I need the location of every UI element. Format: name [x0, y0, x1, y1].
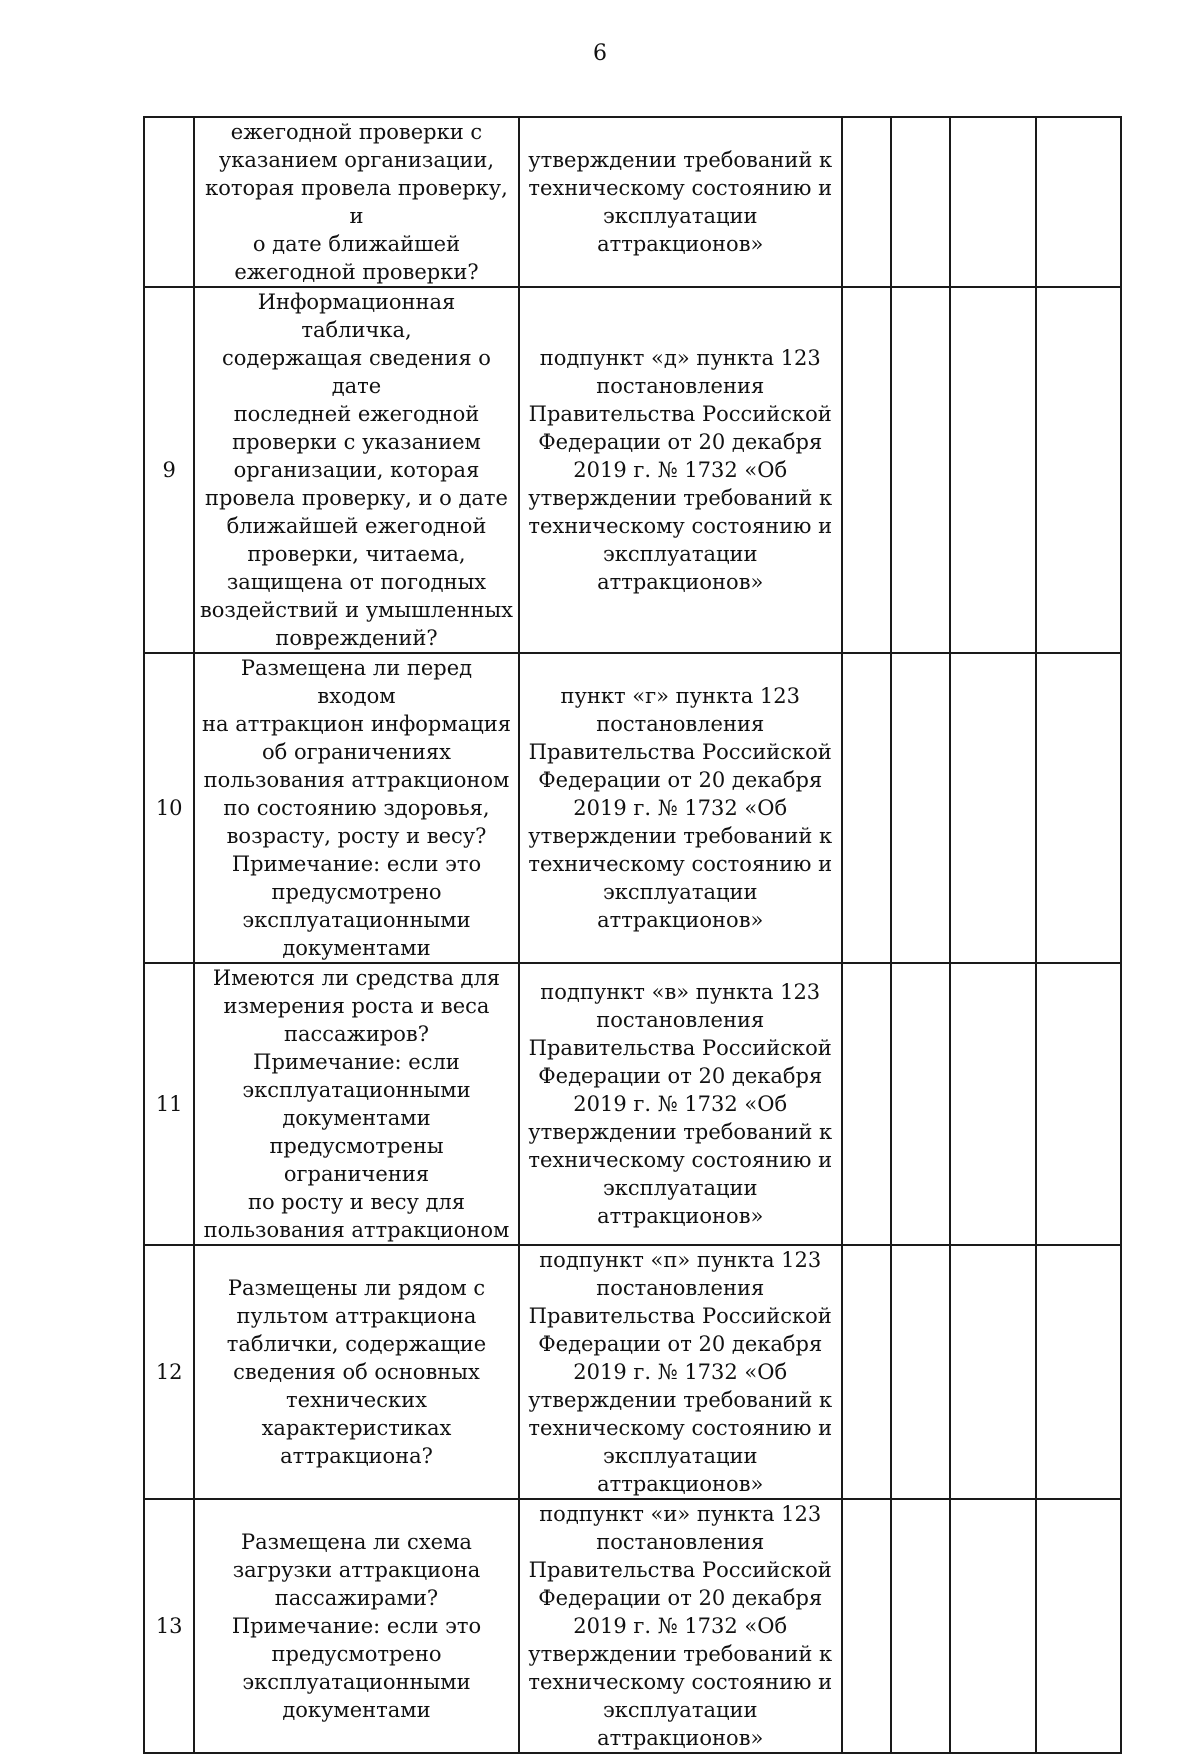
table-row — [144, 117, 1121, 287]
requirement-cell: подпункт «д» пункта 123 постановления Правительства Российской Федерации от 20 декабря 2019 г. № 1732 «Об утверждении требований к техническому состоянию и эксплуатации аттракционов» — [519, 287, 842, 653]
row-number-cell: 11 — [144, 963, 194, 1245]
answer-cell-note[interactable] — [1036, 287, 1121, 653]
answer-cell-yes[interactable] — [842, 1499, 891, 1753]
row-number-cell: 9 — [144, 287, 194, 653]
question-cell: Имеются ли средства для измерения роста и веса пассажиров? Примечание: если эксплуатационными документами предусмотрены ограничения по росту и весу для пользования аттракционом — [194, 963, 518, 1245]
row-number-cell: 10 — [144, 653, 194, 963]
table-row — [144, 1245, 1121, 1499]
question-cell: Размещена ли схема загрузки аттракциона пассажирами? Примечание: если это предусмотрено эксплуатационными документами — [194, 1499, 518, 1753]
question-cell: Информационная табличка, содержащая сведения о дате последней ежегодной проверки с указанием организации, которая провела проверку, и о дате ближайшей ежегодной проверки, читаема, защищена от погодных воздействий и умышленных повреждений? — [194, 287, 518, 653]
row-number-cell — [144, 117, 194, 287]
table-row — [144, 653, 1121, 963]
answer-cell-no[interactable] — [891, 1499, 950, 1753]
answer-cell-note[interactable] — [1036, 653, 1121, 963]
row-number-cell: 13 — [144, 1499, 194, 1753]
answer-cell-no[interactable] — [891, 963, 950, 1245]
answer-cell-yes[interactable] — [842, 117, 891, 287]
question-cell: Размещена ли перед входом на аттракцион информация об ограничениях пользования аттракционом по состоянию здоровья, возрасту, росту и весу? Примечание: если это предусмотрено эксплуатационными документами — [194, 653, 518, 963]
answer-cell-yes[interactable] — [842, 653, 891, 963]
answer-cell-not-applicable[interactable] — [950, 963, 1036, 1245]
answer-cell-yes[interactable] — [842, 1245, 891, 1499]
answer-cell-yes[interactable] — [842, 963, 891, 1245]
requirement-cell: подпункт «и» пункта 123 постановления Правительства Российской Федерации от 20 декабря 2019 г. № 1732 «Об утверждении требований к техническому состоянию и эксплуатации аттракционов» — [519, 1499, 842, 1753]
requirement-cell: пункт «г» пункта 123 постановления Правительства Российской Федерации от 20 декабря 2019 г. № 1732 «Об утверждении требований к техническому состоянию и эксплуатации аттракционов» — [519, 653, 842, 963]
answer-cell-no[interactable] — [891, 117, 950, 287]
answer-cell-note[interactable] — [1036, 1499, 1121, 1753]
question-cell: Размещены ли рядом с пультом аттракциона таблички, содержащие сведения об основных технических характеристиках аттракциона? — [194, 1245, 518, 1499]
question-cell: ежегодной проверки с указанием организации, которая провела проверку, и о дате ближайшей ежегодной проверки? — [194, 117, 518, 287]
answer-cell-not-applicable[interactable] — [950, 653, 1036, 963]
answer-cell-no[interactable] — [891, 1245, 950, 1499]
table-row — [144, 1499, 1121, 1753]
answer-cell-not-applicable[interactable] — [950, 1499, 1036, 1753]
answer-cell-no[interactable] — [891, 653, 950, 963]
table-row — [144, 287, 1121, 653]
answer-cell-note[interactable] — [1036, 1245, 1121, 1499]
row-number-cell: 12 — [144, 1245, 194, 1499]
answer-cell-note[interactable] — [1036, 117, 1121, 287]
answer-cell-note[interactable] — [1036, 963, 1121, 1245]
answer-cell-not-applicable[interactable] — [950, 287, 1036, 653]
requirement-cell: подпункт «в» пункта 123 постановления Правительства Российской Федерации от 20 декабря 2019 г. № 1732 «Об утверждении требований к техническому состоянию и эксплуатации аттракционов» — [519, 963, 842, 1245]
answer-cell-not-applicable[interactable] — [950, 117, 1036, 287]
answer-cell-no[interactable] — [891, 287, 950, 653]
answer-cell-yes[interactable] — [842, 287, 891, 653]
table-row — [144, 963, 1121, 1245]
requirement-cell: утверждении требований к техническому состоянию и эксплуатации аттракционов» — [519, 117, 842, 287]
answer-cell-not-applicable[interactable] — [950, 1245, 1036, 1499]
requirement-cell: подпункт «п» пункта 123 постановления Правительства Российской Федерации от 20 декабря 2019 г. № 1732 «Об утверждении требований к техническому состоянию и эксплуатации аттракционов» — [519, 1245, 842, 1499]
checklist-table — [143, 116, 1122, 1754]
page-number: 6 — [593, 41, 607, 66]
